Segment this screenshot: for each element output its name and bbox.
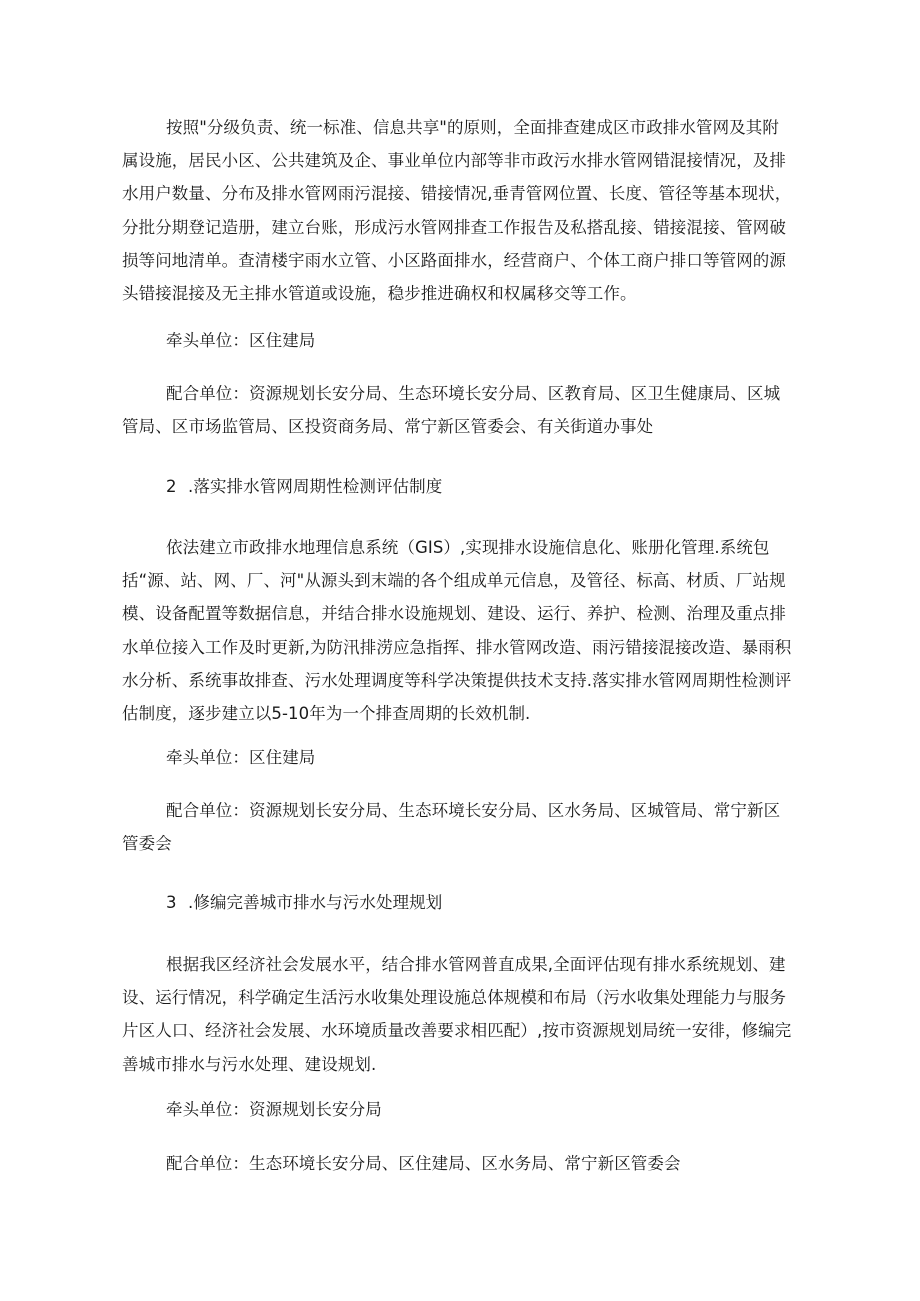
- section-title-2: .落实排水管网周期性检测评估制度: [188, 477, 443, 496]
- paragraph-pipe-survey: 按照"分级负责、统一标准、信息共享"的原则，全面排查建成区市政排水管网及其附属设施，居民小区、公共建筑及企、事业单位内部等非市政污水排水管网错混接情况，及排水用户数量、分布及排水管网雨污混接、错接情况,垂青管网位置、长度、管径等基本现状，分批分期登记造册，建立台账，形成污水管网排查工作报告及私搭乱接、错接混接、管网破损等问地清单。查清楼宇雨水立管、小区路面排水，经营商户、个体工商户排口等管网的源头错接混接及无主排水管道或设施，稳步推进确权和权属移交等工作。: [122, 118, 792, 304]
- paragraph-gis-system: 依法建立市政排水地理信息系统（GIS）,实现排水设施信息化、账册化管理.系统包括“源、站、网、厂、河"从源头到末端的各个组成单元信息，及管径、标高、材质、厂站规模、设备配置等数据信息，并结合排水设施规划、建设、运行、养护、检测、治理及重点排水单位接入工作及时更新,为防汛排涝应急指挥、排水管网改造、雨污错接混接改造、暴雨积水分析、系统事故排查、污水处理调度等科学决策提供技术支持.落实排水管网周期性检测评估制度，逐步建立以5-10年为一个排查周期的长效机制.: [122, 538, 792, 724]
- section-heading-3: [122, 886, 838, 919]
- section-number-3: 3: [166, 893, 177, 912]
- lead-unit-3: 牵头单位：资源规划长安分局: [166, 1100, 382, 1119]
- section-title-3: .修编完善城市排水与污水处理规划: [188, 893, 443, 912]
- partner-units-1: 配合单位：资源规划长安分局、生态环境长安分局、区教育局、区卫生健康局、区城管局、区市场监管局、区投资商务局、常宁新区管委会、有关街道办事处: [122, 384, 781, 437]
- section-number-2: 2: [166, 477, 177, 496]
- section-heading-2: [122, 470, 838, 503]
- paragraph-drainage-planning: 根据我区经济社会发展水平，结合排水管网普直成果,全面评估现有排水系统规划、建设、运行情况，科学确定生活污水收集处理设施总体规模和布局（污水收集处理能力与服务片区人口、经济社会发展、水环境质量改善要求相匹配）,按市资源规划局统一安徘，修编完善城市排水与污水处理、建设规划.: [122, 955, 792, 1074]
- lead-unit-2: 牵头单位：区住建局: [166, 748, 316, 767]
- lead-unit-1: 牵头单位：区住建局: [166, 331, 316, 350]
- partner-units-3: 配合单位：生态环境长安分局、区住建局、区水务局、常宁新区管委会: [166, 1154, 681, 1173]
- partner-units-2: 配合单位：资源规划长安分局、生态环境长安分局、区水务局、区城管局、常宁新区管委会: [122, 801, 781, 854]
